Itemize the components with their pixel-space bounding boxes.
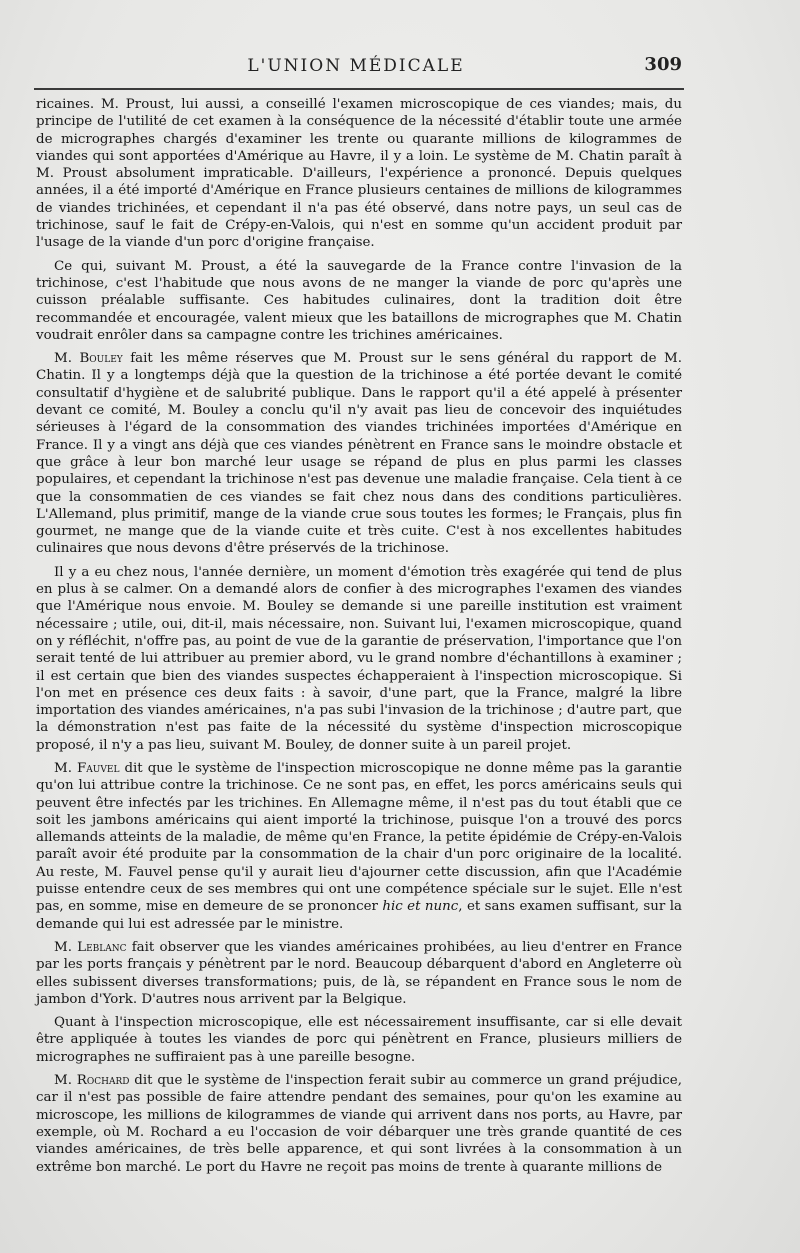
paragraph-text-tail: , et sans examen suffisant, sur la demande qui lui est adressée par le ministre. [36,899,682,932]
speaker-name: Fauvel [77,760,120,776]
paragraph-text: fait les même réserves que M. Proust sur le sens général du rapport de M. Chatin. Il y a longtemps déjà que la question de la trichinose a été portée devant le comité consultatif d'hygiène et de salubrité publique. Dans le rapport qu'il a été appelé à présenter devant ce comité, M. Bouley a conclu qu'il n'y avait pas lieu de concevoir des inquiétudes sérieuses à l'égard de la consommation des viandes trichinées importées d'Amérique en France. Il y a vingt ans déjà que ces viandes pénètrent en France sans le moindre obstacle et que grâce à leur bon marché leur usage se répand de plus en plus parmi les classes populaires, et cependant la trichinose n'est pas devenue une maladie française. Cela tient à ce que la consommatien de ces viandes se fait chez nous dans des conditions particulières. L'Allemand, plus primitif, mange de la viande crue sous toutes les formes; le Français, plus fin gourmet, ne mange que de la viande cuite et très cuite. C'est à nos excellentes habitudes culinaires que nous devons d'être préservés de la trichinose. [36,351,682,557]
paragraph-leblanc: M. Leblanc fait observer que les viandes américaines prohibées, au lieu d'entrer en France par les ports français y pénètrent par le nord. Beaucoup débarquent d'abord en Angleterre où elles subissent diverses transformations; puis, de là, se répandent en France sous le nom de jambon d'York. D'autres nous arrivent par la Belgique. [36,939,683,1007]
paragraph-proust-continued [36,96,682,252]
paragraph-insuffisante [36,1014,682,1066]
paragraph-text: dit que le système de l'inspection ferait subir au commerce un grand préjudice, car il n'est pas possible de faire attendre pendant des semaines, pour qu'on les examine au microscope, les millions de kilogrammes de viande qui arrivent dans nos ports, au Havre, par exemple, où M. Rochard a eu l'occasion de voir débarquer une très grande quantité de ces viandes américaines, de très belle apparence, et qui sont livrées à la consommation à un extrême bon marché. Le port du Havre ne reçoit pas moins de trente à quarante millions de [36,1073,682,1175]
paragraph-emotion [36,564,682,754]
speaker-name: Rochard [76,1073,130,1089]
paragraph-bouley: M. Bouley fait les même réserves que M. Proust sur le sens général du rapport de M. Chatin. Il y a longtemps déjà que la question de la trichinose a été portée devant le comité consultatif d'hygiène et de salubrité publique. Dans le rapport qu'il a été appelé à présenter devant ce comité, M. Bouley a conclu qu'il n'y avait pas lieu de concevoir des inquiétudes sérieuses à l'égard de la consommation des viandes trichinées importées d'Amérique en France. Il y a vingt ans déjà que ces viandes pénètrent en France sans le moindre obstacle et que grâce à leur bon marché leur usage se répand de plus en plus parmi les classes populaires, et cependant la trichinose n'est pas devenue une maladie française. Cela tient à ce que la consommatien de ces viandes se fait chez nous dans des conditions particulières. L'Allemand, plus primitif, mange de la viande crue sous toutes les formes; le Français, plus fin gourmet, ne mange que de la viande cuite et très cuite. C'est à nos excellentes habitudes culinaires que nous devons d'être préservés de la trichinose. [36,351,682,557]
paragraph-proust-cuisson [36,258,682,344]
paragraph-fauvel: M. Fauvel dit que le système de l'inspection microscopique ne donne même pas la garantie qu'on lui attribue contre la trichinose. Ce ne sont pas, en effet, les porcs américains seuls qui peuvent être infectés par les trichines. En Allemagne même, il n'est pas du tout établi que ce soit les jambons américains qui aient importé la trichinose, puisque l'on a trouvé des porcs allemands atteints de la maladie, de même qu'en France, la petite épidémie de Crépy-en-Valois paraît avoir été produite par la consommation de la chair d'un porc originaire de la localité. Au reste, M. Fauvel pense qu'il y aurait lieu d'ajourner cette discussion, afin que l'Académie puisse entendre ceux de ses membres qui ont une compétence spéciale sur le sujet. Elle n'est pas, en somme, mise en demeure de se prononcer hic et nunc, et sans examen suffisant, sur la demande qui lui est adressée par le ministre. [36,760,682,932]
paragraph-rochard: M. Rochard dit que le système de l'inspection ferait subir au commerce un grand préjudice, car il n'est pas possible de faire attendre pendant des semaines, pour qu'on les examine au microscope, les millions de kilogrammes de viande qui arrivent dans nos ports, au Havre, par exemple, où M. Rochard a eu l'occasion de voir débarquer une très grande quantité de ces viandes américaines, de très belle apparence, et qui sont livrées à la consommation à un extrême bon marché. Le port du Havre ne reçoit pas moins de trente à quarante millions de [36,1073,682,1175]
page-number: 309 [644,54,682,75]
latin-phrase: hic et nunc [382,899,459,915]
paragraph-text: Quant à l'inspection microscopique, elle est nécessairement insuffisante, car si elle devait être appliquée à toutes les viandes de porc qui pénètrent en France, plusieurs milliers de micrographes ne suffiraient pas à une pareille besogne. [36,1015,682,1065]
running-title: L'UNION MÉDICALE [247,56,465,76]
paragraph-text: Ce qui, suivant M. Proust, a été la sauvegarde de la France contre l'invasion de la trichinose, c'est l'habitude que nous avons de ne manger la viande de porc qu'après une cuisson préalable suffisante. Ces habitudes culinaires, dont la tradition doit être recommandée et encouragée, valent mieux que les bataillons de micrographes que M. Chatin voudrait enrôler dans sa campagne contre les trichines américaines. [36,258,682,343]
page-header [30,48,682,80]
paragraph-text: dit que le système de l'inspection microscopique ne donne même pas la garantie qu'on lui attribue contre la trichinose. Ce ne sont pas, en effet, les porcs américains seuls qui peuvent être infectés par les trichines. En Allemagne même, il n'est pas du tout établi que ce soit les jambons américains qui aient importé la trichinose, puisque l'on a trouvé des porcs allemands atteints de la maladie, de même qu'en France, la petite épidémie de Crépy-en-Valois paraît avoir été produite par la consommation de la chair d'un porc originaire de la localité. Au reste, M. Fauvel pense qu'il y aurait lieu d'ajourner cette discussion, afin que l'Académie puisse entendre ceux de ses membres qui ont une compétence spéciale sur le sujet. Elle n'est pas, en somme, mise en demeure de se prononcer [36,760,682,915]
article-body [36,96,682,1182]
paragraph-text: Il y a eu chez nous, l'année dernière, un moment d'émotion très exagérée qui tend de plus en plus à se calmer. On a demandé alors de confier à des micrographes l'examen des viandes que l'Amérique nous envoie. M. Bouley se demande si une pareille institution est vraiment nécessaire ; utile, oui, dit-il, mais nécessaire, non. Suivant lui, l'examen microscopique, quand on y réfléchit, n'offre pas, au point de vue de la garantie de préservation, l'importance que l'on serait tenté de lui attribuer au premier abord, vu le grand nombre d'échantillons à examiner ; il est certain que bien des viandes suspectes échapperaient à l'inspection microscopique. Si l'on met en présence ces deux faits : à savoir, d'une part, que la France, malgré la libre importation des viandes américaines, n'a pas subi l'invasion de la trichinose ; d'autre part, que la démonstration n'est pas faite de la nécessité du système d'inspection microscopique proposé, il n'y a pas lieu, suivant M. Bouley, de donner suite à un pareil projet. [36,564,682,753]
paragraph-text: ricaines. M. Proust, lui aussi, a conseillé l'examen microscopique de ces viandes; mais, du principe de l'utilité de cet examen à la conséquence de la nécessité d'établir toute une armée de micrographes chargés d'examiner les trente ou quarante millions de kilogrammes de viandes qui sont apportées d'Amérique au Havre, il y a loin. Le système de M. Chatin paraît à M. Proust absolument impraticable. D'ailleurs, l'expérience a prononcé. Depuis quelques années, il a été importé d'Amérique en France plusieurs centaines de millions de kilogrammes de viandes trichinées, et cependant il n'a pas été observé, dans notre pays, un seul cas de trichinose, sauf le fait de Crépy-en-Valois, qui n'est en somme qu'un accident produit par l'usage de la viande d'un porc d'origine française. [36,97,682,251]
speaker-name: Leblanc [77,939,127,955]
header-rule [34,88,684,90]
speaker-name: Bouley [79,351,123,367]
paragraph-text: fait observer que les viandes américaines prohibées, au lieu d'entrer en France par les ports français y pénètrent par le nord. Beaucoup débarquent d'abord en Angleterre où elles subissent diverses transformations; puis, de là, se répandent en France sous le nom de jambon d'York. D'autres nous arrivent par la Belgique. [36,939,683,1007]
